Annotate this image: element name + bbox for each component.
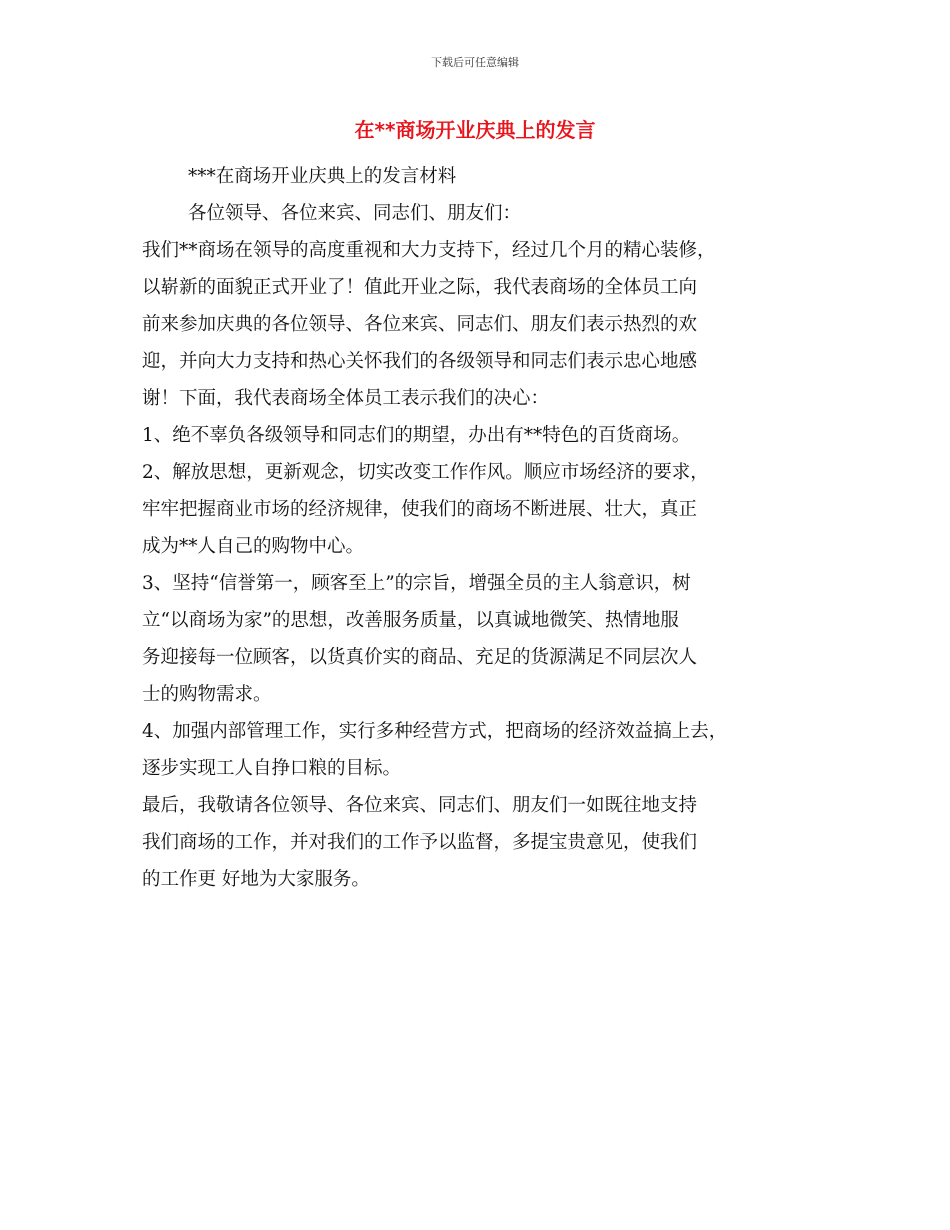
page-header-note: 下载后可任意编辑 — [431, 56, 519, 69]
body-line-14: 务迎接每一位顾客，以货真价实的商品、充足的货源满足不同层次人 — [142, 647, 698, 668]
document-body — [142, 158, 822, 898]
document-title: 在**商场开业庆典上的发言 — [354, 118, 596, 142]
body-line-3: 我们**商场在领导的高度重视和大力支持下，经过几个月的精心装修， — [142, 240, 716, 261]
body-line-4: 以崭新的面貌正式开业了！值此开业之际，我代表商场的全体员工向 — [142, 277, 698, 298]
body-line-9: 2、解放思想，更新观念，切实改变工作作风。顺应市场经济的要求， — [142, 462, 709, 483]
body-line-18: 最后，我敬请各位领导、各位来宾、同志们、朋友们一如既往地支持 — [142, 795, 698, 816]
body-line-2: 各位领导、各位来宾、同志们、朋友们： — [188, 203, 522, 224]
body-line-16: 4、加强内部管理工作，实行多种经营方式，把商场的经济效益搞上去， — [142, 721, 728, 742]
body-line-13: 立“以商场为家”的思想，改善服务质量，以真诚地微笑、热情地服 — [142, 610, 679, 631]
body-line-7: 谢！下面，我代表商场全体员工表示我们的决心： — [142, 388, 550, 409]
body-line-8: 1、绝不辜负各级领导和同志们的期望，办出有**特色的百货商场。 — [142, 425, 691, 446]
body-line-12: 3、坚持“信誉第一，顾客至上”的宗旨，增强全员的主人翁意识，树 — [142, 573, 691, 594]
body-line-5: 前来参加庆典的各位领导、各位来宾、同志们、朋友们表示热烈的欢 — [142, 314, 698, 335]
body-line-19: 我们商场的工作，并对我们的工作予以监督，多提宝贵意见，使我们 — [142, 832, 698, 853]
body-line-11: 成为**人自己的购物中心。 — [142, 536, 365, 557]
body-line-15: 士的购物需求。 — [142, 684, 272, 705]
body-line-10: 牢牢把握商业市场的经济规律，使我们的商场不断进展、壮大，真正 — [142, 499, 698, 520]
body-line-1: ***在商场开业庆典上的发言材料 — [188, 166, 457, 187]
body-line-17: 逐步实现工人自挣口粮的目标。 — [142, 758, 402, 779]
body-line-6: 迎，并向大力支持和热心关怀我们的各级领导和同志们表示忠心地感 — [142, 351, 698, 372]
body-line-20: 的工作更 好地为大家服务。 — [142, 869, 370, 890]
